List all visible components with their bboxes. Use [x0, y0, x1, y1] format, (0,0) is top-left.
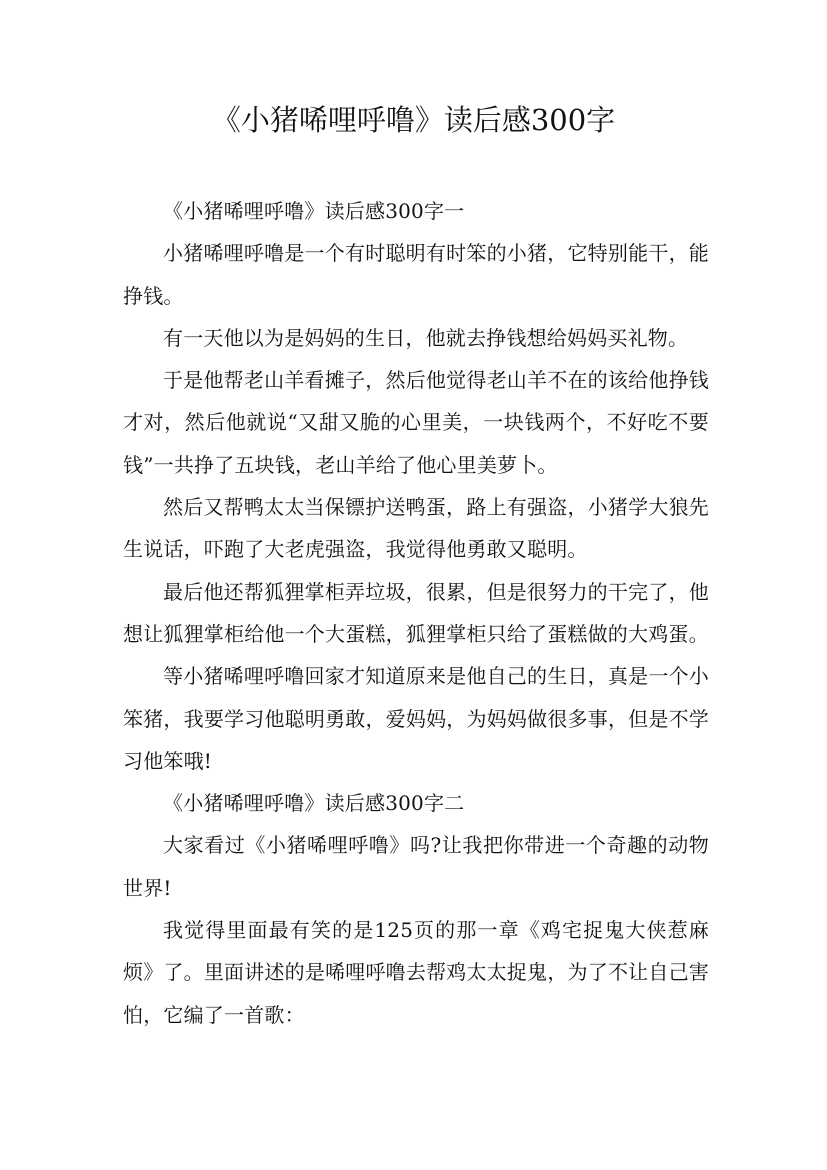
document-body: [123, 190, 709, 1036]
paragraph: 大家看过《小猪唏哩呼噜》吗?让我把你带进一个奇趣的动物世界!: [123, 833, 709, 900]
paragraph: 于是他帮老山羊看摊子，然后他觉得老山羊不在的该给他挣钱才对，然后他就说“又甜又脆的心里美，一块钱两个，不好吃不要钱”一共挣了五块钱，老山羊给了他心里美萝卜。: [123, 368, 709, 477]
section-heading-2: 《小猪唏哩呼噜》读后感300字二: [163, 791, 465, 816]
paragraph: 最后他还帮狐狸掌柜弄垃圾，很累，但是很努力的干完了，他想让狐狸掌柜给他一个大蛋糕，狐狸掌柜只给了蛋糕做的大鸡蛋。: [123, 579, 709, 646]
document-title: 《小猪唏哩呼噜》读后感300字: [211, 103, 616, 137]
paragraph: 有一天他以为是妈妈的生日，他就去挣钱想给妈妈买礼物。: [163, 325, 689, 350]
paragraph: 我觉得里面最有笑的是125页的那一章《鸡宅捉鬼大侠惹麻烦》了。里面讲述的是唏哩呼噜去帮鸡太太捉鬼，为了不让自己害怕，它编了一首歌：: [123, 918, 709, 1027]
paragraph: 小猪唏哩呼噜是一个有时聪明有时笨的小猪，它特别能干，能挣钱。: [123, 241, 709, 308]
paragraph: 等小猪唏哩呼噜回家才知道原来是他自己的生日，真是一个小笨猪，我要学习他聪明勇敢，爱妈妈，为妈妈做很多事，但是不学习他笨哦!: [123, 664, 709, 773]
paragraph: 然后又帮鸭太太当保镖护送鸭蛋，路上有强盗，小猪学大狼先生说话，吓跑了大老虎强盗，我觉得他勇敢又聪明。: [123, 495, 709, 562]
section-heading-1: 《小猪唏哩呼噜》读后感300字一: [163, 199, 465, 223]
